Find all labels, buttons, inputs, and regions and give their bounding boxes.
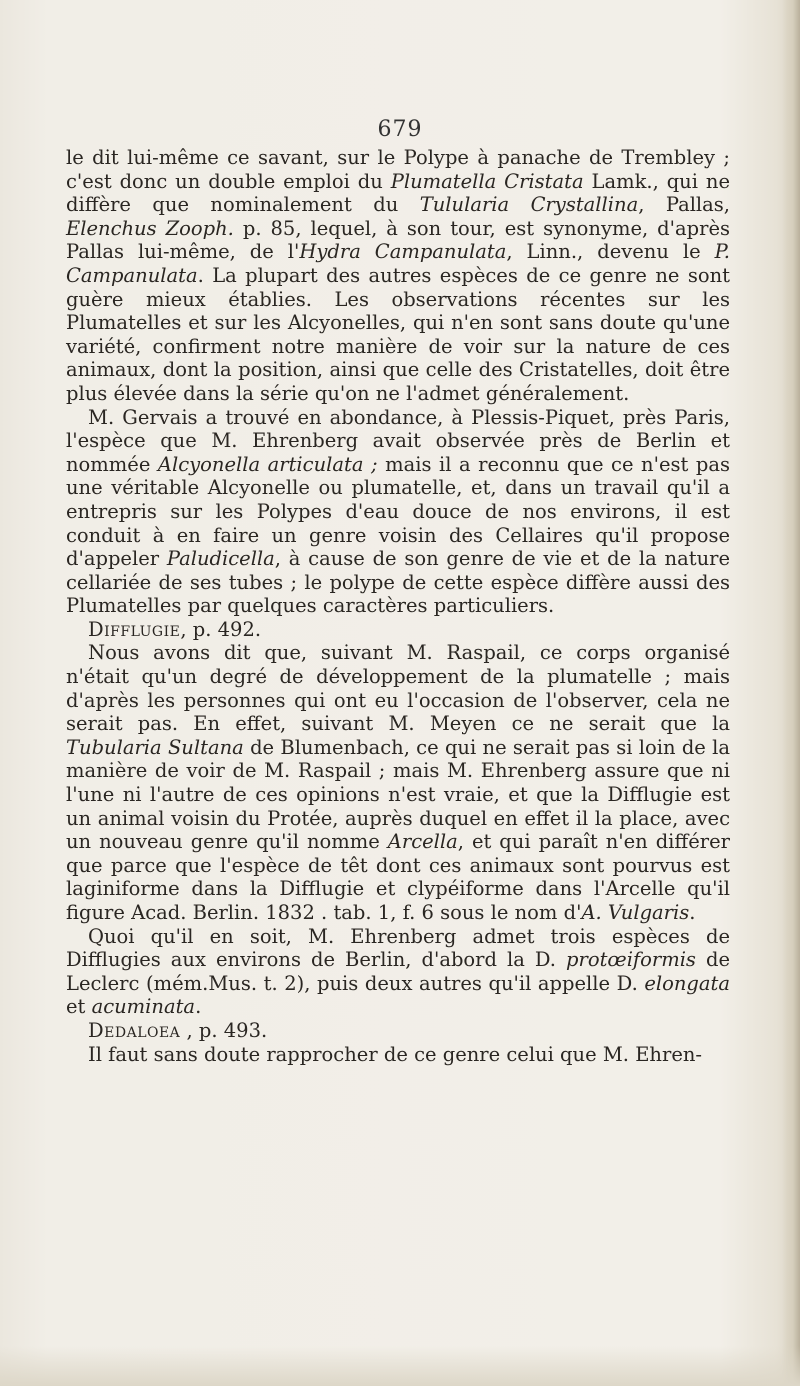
- italic-text: Alcyonella articulata ;: [157, 452, 378, 476]
- small-caps-text: Difflugie: [88, 617, 181, 641]
- text-run: , p. 492.: [180, 617, 262, 641]
- text-run: M. Gervais a trouvé en abondance, à Plessis-Piquet, près Paris, l'espèce que M. Ehrenberg avait observée près de Berlin et nommée: [66, 405, 730, 476]
- text-run: le dit lui-même ce savant, sur le Polype à panache de Trembley ; c'est donc un double emploi du: [66, 146, 730, 193]
- page-edge-shadow: [782, 0, 800, 1386]
- paragraph: [66, 925, 730, 1019]
- italic-text: Plumatella Cristata: [390, 169, 584, 193]
- text-run: mais il a reconnu que ce n'est pas une véritable Alcyonelle ou plumatelle, et, dans un travail qu'il a entrepris sur les Polypes d'eau douce de nos environs, il est conduit à en faire un genre voisin des Cellaires qu'il propose d'appeler: [66, 452, 730, 571]
- italic-text: Paludicella: [166, 547, 275, 571]
- italic-text: acuminata: [91, 995, 196, 1019]
- paragraph: [66, 406, 730, 618]
- paragraph: [66, 641, 730, 924]
- text-run: , Pallas,: [638, 193, 731, 217]
- text-run: .: [195, 995, 202, 1019]
- text-run: et: [66, 995, 92, 1019]
- text-run: de Leclerc (mém.Mus. t. 2), puis deux autres qu'il appelle D.: [66, 948, 730, 995]
- text-run: , à cause de son genre de vie et de la nature cellariée de ses tubes ; le polype de cette espèce diffère aussi des Plumatelles par quelques caractères particuliers.: [66, 547, 730, 618]
- italic-text: Arcella: [387, 830, 458, 854]
- text-run: p. 85, lequel, à son tour, est synonyme, d'après Pallas lui-même, de l': [66, 216, 730, 264]
- italic-text: elongata: [644, 971, 730, 995]
- text-run: . La plupart des autres espèces de ce genre ne sont guère mieux établies. Les observations récentes sur les Plumatelles et sur les Alcyonelles, qui n'en sont sans doute qu'une variété, confirment notre manière de voir sur la nature de ces animaux, dont la position, ainsi que celle des Cristatelles, doit être plus élevée dans la série qu'on ne l'admet généralement.: [66, 263, 730, 405]
- text-run: Lamk., qui ne diffère que nominalement du: [66, 169, 730, 217]
- text-run: Nous avons dit que, suivant M. Raspail, ce corps organisé n'était qu'un degré de développement de la plumatelle ; mais d'après les personnes qui ont eu l'occasion de l'observer, cela ne serait pas. En effet, suivant M. Meyen ce ne serait que la: [66, 641, 730, 736]
- body-text: [66, 146, 730, 1066]
- page-number: 679: [377, 117, 423, 142]
- italic-text: protœiformis: [566, 948, 696, 972]
- section-heading: [66, 618, 730, 642]
- text-run: de Blumenbach, ce qui ne serait pas si loin de la manière de voir de M. Raspail ; mais M. Ehrenberg assure que ni l'une ni l'autre de ces opinions n'est vraie, et que la Difflugie est un animal voisin du Protée, auprès duquel en effet il la place, avec un nouveau genre qu'il nomme: [66, 735, 730, 854]
- section-heading: [66, 1019, 730, 1043]
- text-run: , Linn., devenu le: [506, 240, 715, 264]
- text-run: Il faut sans doute rapprocher de ce genre celui que M. Ehren-: [88, 1042, 703, 1066]
- italic-text: Elenchus Zooph.: [66, 216, 234, 240]
- italic-text: Tubularia Sultana: [66, 735, 244, 759]
- italic-text: Hydra Campanulata: [299, 240, 507, 264]
- paragraph: [66, 1043, 730, 1067]
- text-run: , et qui paraît n'en différer que parce que l'espèce de têt dont ces animaux sont pourvus est laginiforme dans la Difflugie et clypéiforme dans l'Arcelle qu'il figure Acad. Berlin. 1832 . tab. 1, f. 6 sous le nom d': [66, 830, 730, 924]
- italic-text: Tulularia Crystallina: [419, 193, 639, 217]
- italic-text: P. Campanulata: [66, 240, 730, 287]
- paragraph: [66, 146, 730, 406]
- text-run: Quoi qu'il en soit, M. Ehrenberg admet trois espèces de Difflugies aux environs de Berlin, d'abord la D.: [66, 924, 730, 972]
- small-caps-text: Dedaloea: [88, 1018, 181, 1042]
- text-run: , p. 493.: [180, 1018, 268, 1042]
- text-run: .: [689, 901, 696, 924]
- page-bottom-shadow: [0, 1346, 800, 1386]
- italic-text: A. Vulgaris: [581, 901, 690, 924]
